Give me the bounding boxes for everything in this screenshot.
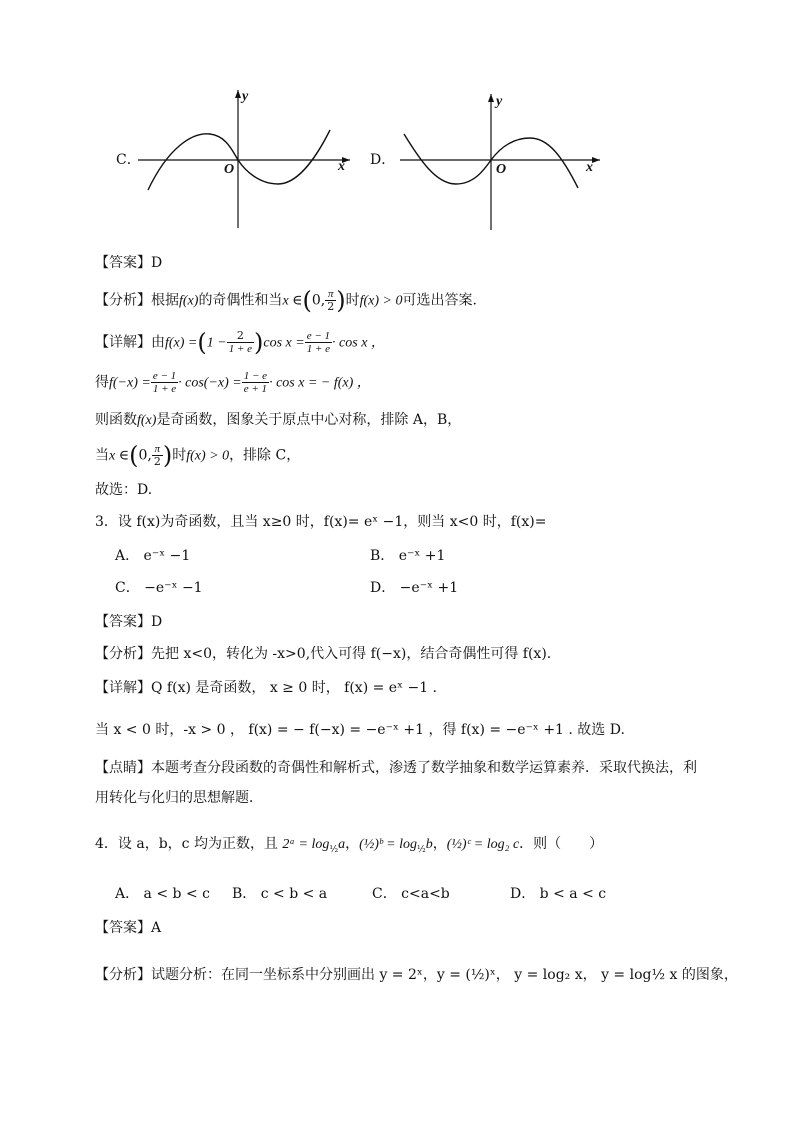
- line2-text-a: 得: [95, 374, 109, 391]
- q2-choose: 故选：D.: [95, 482, 153, 498]
- line4-text-a: 当: [95, 447, 109, 464]
- q3-answer: 【答案】D: [95, 614, 163, 630]
- graph-c-x-label: x: [338, 159, 345, 174]
- analysis-pi: π: [325, 288, 336, 301]
- line4-zero: 0,: [138, 447, 152, 464]
- detail-text-a: 由: [151, 334, 165, 351]
- q4-eq2-base: ½: [417, 844, 426, 855]
- q4-sep2: ，: [432, 836, 447, 852]
- detail-tail: · cos x ，: [332, 335, 385, 351]
- q3-option-d: D． −e⁻ˣ +1: [370, 580, 459, 596]
- q4-eq1-base: ½: [329, 844, 339, 855]
- line3-text-b: 是奇函数，图象关于原点中心对称，排除 A，B，: [156, 412, 462, 428]
- q4-stem-a: 4．设 a，b，c 均为正数，且: [95, 836, 278, 852]
- q4-eq1-arg: a: [338, 837, 346, 852]
- line2-den2: e + 1: [243, 383, 268, 395]
- analysis-text-d: 可选出答案.: [402, 292, 477, 309]
- line4-x-in: x ∈: [109, 448, 130, 464]
- q4-sep1: ，: [345, 836, 360, 852]
- line3-fx: f(x): [137, 413, 157, 428]
- line2-num1: e − 1: [152, 370, 177, 382]
- q2-detail-line2: [95, 370, 371, 395]
- graph-c-label: C．: [116, 152, 141, 168]
- graph-d-origin-label: O: [496, 162, 507, 177]
- analysis-fx: f(x): [179, 293, 199, 309]
- q4-eq3: (½)ᶜ = log₂ c: [446, 837, 520, 852]
- q4-eq2: (½)ᵇ = log: [359, 837, 418, 852]
- line2-tail: · cos x = − f(x) ，: [269, 375, 371, 391]
- detail-cosx-eq: cos x =: [263, 335, 305, 351]
- q4-option-a: A． a < b < c: [115, 886, 210, 902]
- q4-option-b: B． c < b < a: [232, 886, 328, 902]
- graph-d-y-label: y: [496, 94, 503, 109]
- graph-c-y-label: y: [242, 89, 249, 104]
- q3-option-b: B． e⁻ˣ +1: [370, 548, 446, 564]
- q2-analysis: 【分析】根据f(x)的奇偶性和当x ∈(0, $\frac{\pi}{2}$ )时f(x) > 0可选出答案.: [95, 286, 477, 315]
- q3-detail-line2: 当 x < 0 时，-x > 0 ， f(x) = − f(−x) = −e⁻ˣ +1 ，得 f(x) = −e⁻ˣ +1 . 故选 D.: [95, 722, 625, 738]
- analysis-x-in: x ∈: [282, 293, 303, 309]
- q3-option-a: A． e⁻ˣ −1: [115, 548, 191, 564]
- q3-detail: 【详解】Q f(x) 是奇函数， x ≥ 0 时， f(x) = eˣ −1 .: [95, 680, 438, 696]
- graph-d-x-label: x: [586, 160, 593, 175]
- graph-option-c: [110, 86, 360, 236]
- line3-text-a: 则函数: [95, 412, 137, 428]
- analysis-text-b: 的奇偶性和当: [198, 292, 283, 309]
- line2-f-neg: f(−x) =: [109, 375, 151, 391]
- detail-den1: 1 + e: [228, 343, 253, 355]
- q3-option-c: C． −e⁻ˣ −1: [115, 580, 203, 596]
- analysis-text-c: 时: [345, 292, 360, 309]
- q2-detail-line3: [95, 410, 461, 431]
- line2-num2: 1 − e: [243, 370, 268, 382]
- q4-stem-end: ．则（ ）: [519, 836, 604, 852]
- q4-option-c: C． c<a<b: [372, 886, 450, 902]
- analysis-two: 2: [327, 300, 335, 313]
- q4-eq1: 2ᵃ = log: [282, 837, 330, 852]
- detail-den3: 1 + e: [306, 343, 331, 355]
- graph-d-label: D．: [370, 152, 396, 168]
- q2-detail: 【详解】由f(x) =(1 − $\frac{2}{1 + e}$ )cos x = $\frac{e - 1}{1 + e}$ · cos x ，: [95, 328, 385, 357]
- q3-stem: 3．设 f(x)为奇函数，且当 x≥0 时，f(x)= eˣ −1，则当 x<0 时，f(x)=: [95, 514, 547, 530]
- graph-c-origin-label: O: [224, 162, 235, 177]
- line4-text-c: ，排除 C，: [229, 447, 301, 464]
- detail-one-minus: 1 −: [206, 335, 227, 351]
- q4-analysis: 【分析】试题分析：在同一坐标系中分别画出 y = 2ˣ，y = (½)ˣ， y = log₂ x， y = log½ x 的图象，: [95, 967, 738, 983]
- line2-den1: 1 + e: [152, 383, 177, 395]
- analysis-tag: 【分析】: [95, 292, 151, 309]
- detail-tag: 【详解】: [95, 334, 151, 351]
- line4-pi: π: [152, 443, 163, 456]
- line2-mid: · cos(−x) =: [178, 375, 242, 391]
- q4-option-d: D． b < a < c: [510, 886, 607, 902]
- analysis-fxgt0: f(x) > 0: [359, 293, 403, 309]
- detail-fx-eq: f(x) =: [165, 335, 198, 351]
- line4-two: 2: [153, 455, 161, 468]
- line4-fxgt0: f(x) > 0: [186, 448, 230, 464]
- detail-num2: 2: [227, 330, 254, 343]
- detail-num3: e − 1: [306, 330, 331, 342]
- q3-analysis: 【分析】先把 x<0，转化为 -x>0,代入可得 f(−x)，结合奇偶性可得 f(x).: [95, 646, 552, 662]
- q3-comment-line1: 【点睛】本题考查分段函数的奇偶性和解析式，渗透了数学抽象和数学运算素养．采取代换法，利: [95, 760, 697, 776]
- q2-answer: 【答案】D: [95, 255, 163, 271]
- analysis-zero: 0,: [311, 292, 326, 309]
- analysis-text-a: 根据: [151, 292, 179, 309]
- q4-eq2-arg: b: [425, 837, 433, 852]
- q3-comment-line2: 用转化与化归的思想解题．: [95, 790, 263, 806]
- line4-text-b: 时: [172, 447, 187, 464]
- q4-stem: [95, 834, 603, 860]
- q4-answer: 【答案】A: [95, 920, 162, 936]
- q2-detail-line4: 当x ∈(0, $\frac{\pi}{2}$ )时f(x) > 0，排除 C，: [95, 441, 301, 470]
